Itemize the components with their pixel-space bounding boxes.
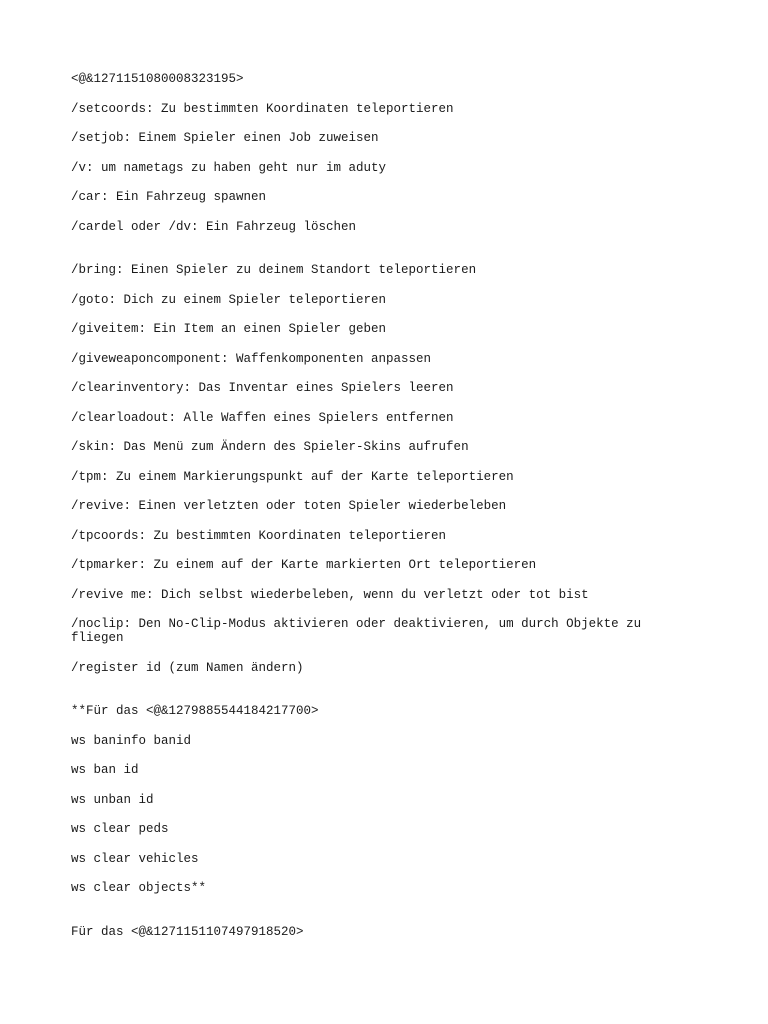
section-heading: Für das <@&1271151107497918520>: [71, 924, 304, 939]
command-line: /cardel oder /dv: Ein Fahrzeug löschen: [71, 219, 357, 234]
block-spacer: [71, 690, 661, 704]
command-line: /tpmarker: Zu einem auf der Karte markierten Ort teleportieren: [71, 558, 537, 572]
command-line: ws clear vehicles: [71, 851, 199, 866]
command-line: ws baninfo banid: [71, 733, 192, 748]
command-block-1: [71, 72, 661, 234]
command-line: /clearinventory: Das Inventar eines Spielers leeren: [71, 381, 454, 395]
command-line: ws unban id: [71, 792, 154, 807]
command-line: /setjob: Einem Spieler einen Job zuweisen: [71, 131, 379, 145]
role-mention: <@&1271151080008323195>: [71, 72, 244, 86]
command-line: /v: um nametags zu haben geht nur im aduty: [71, 160, 387, 175]
command-line: /giveitem: Ein Item an einen Spieler geben: [71, 322, 387, 336]
block-spacer: [71, 249, 661, 263]
command-line: /register id (zum Namen ändern): [71, 660, 304, 675]
document-body: [71, 72, 661, 954]
block-spacer: [71, 911, 661, 925]
command-line: /setcoords: Zu bestimmten Koordinaten teleportieren: [71, 101, 454, 116]
command-line: /bring: Einen Spieler zu deinem Standort teleportieren: [71, 263, 477, 277]
command-line: /skin: Das Menü zum Ändern des Spieler-Skins aufrufen: [71, 440, 469, 454]
command-line: /tpm: Zu einem Markierungspunkt auf der Karte teleportieren: [71, 469, 514, 484]
command-block-3: [71, 704, 661, 895]
command-line: ws clear peds: [71, 822, 169, 836]
command-line: /car: Ein Fahrzeug spawnen: [71, 190, 267, 204]
command-line: /giveweaponcomponent: Waffenkomponenten anpassen: [71, 351, 432, 366]
command-block-2: [71, 263, 661, 675]
section-heading: **Für das <@&1279885544184217700>: [71, 704, 319, 718]
command-line: /noclip: Den No-Clip-Modus aktivieren oder deaktivieren, um durch Objekte zu fliegen: [71, 617, 649, 645]
command-line: /revive: Einen verletzten oder toten Spieler wiederbeleben: [71, 499, 507, 513]
command-line: /revive me: Dich selbst wiederbeleben, wenn du verletzt oder tot bist: [71, 587, 589, 602]
command-line: /clearloadout: Alle Waffen eines Spielers entfernen: [71, 410, 454, 425]
command-line: /goto: Dich zu einem Spieler teleportieren: [71, 292, 387, 307]
command-line: /tpcoords: Zu bestimmten Koordinaten teleportieren: [71, 528, 447, 543]
command-block-4: [71, 925, 661, 939]
command-line: ws clear objects**: [71, 881, 207, 895]
command-line: ws ban id: [71, 763, 139, 777]
